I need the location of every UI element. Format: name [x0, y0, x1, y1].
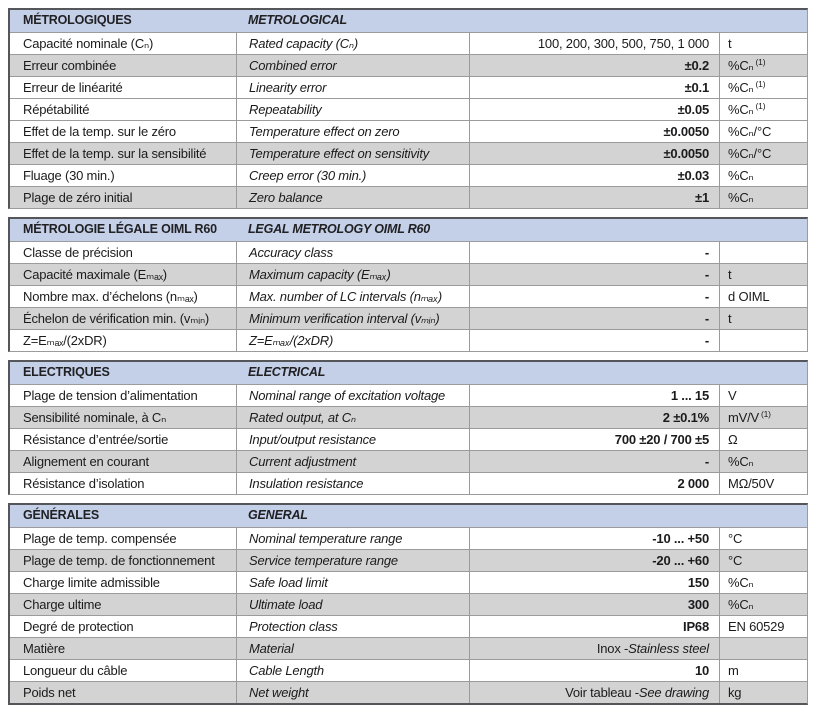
label-fr: Erreur combinée [23, 57, 117, 73]
value-text: Voir tableau - [565, 684, 639, 700]
unit-cell [719, 308, 807, 329]
unit-text: t [728, 266, 732, 282]
label-fr: Fluage (30 min.) [23, 167, 115, 183]
value-cell [469, 33, 719, 54]
unit-text: °C [728, 530, 743, 546]
value-cell [469, 165, 719, 186]
label-fr: Matière [23, 640, 65, 656]
label-en: Input/output resistance [236, 429, 469, 450]
unit-cell [719, 143, 807, 164]
label-fr: Effet de la temp. sur le zéro [23, 123, 176, 139]
label-en: Maximum capacity (Eₘₐₓ) [236, 264, 469, 285]
label-fr: Z=Eₘₐₓ/(2xDR) [23, 332, 107, 348]
unit-text: %Cₙ [728, 453, 754, 469]
value-text: 300 [687, 596, 709, 612]
value-cell [469, 638, 719, 659]
value-text: - [704, 332, 709, 348]
unit-cell [719, 550, 807, 571]
label-en: Accuracy class [236, 242, 469, 263]
unit-text: %Cₙ [728, 79, 754, 95]
section-title-en: METROLOGICAL [248, 13, 347, 28]
value-cell [469, 682, 719, 703]
section-header-row [10, 10, 807, 32]
value-text: 1 ... 15 [670, 387, 709, 403]
value-text-italic: See drawing [638, 684, 709, 700]
label-fr: Répétabilité [23, 101, 90, 117]
label-fr: Plage de zéro initial [23, 189, 133, 205]
label-en: Creep error (30 min.) [236, 165, 469, 186]
label-en: Nominal range of excitation voltage [236, 385, 469, 406]
section-title-en: ELECTRICAL [248, 365, 326, 380]
unit-cell [719, 638, 807, 659]
value-cell [469, 572, 719, 593]
label-fr: Résistance d’entrée/sortie [23, 431, 169, 447]
table-row [10, 549, 807, 571]
value-cell [469, 407, 719, 428]
value-text: ±0.1 [684, 79, 709, 95]
spec-section [8, 217, 808, 352]
value-text: ±0.0050 [663, 123, 709, 139]
value-text: -10 ... +50 [652, 530, 709, 546]
label-fr: Longueur du câble [23, 662, 128, 678]
label-en: Protection class [236, 616, 469, 637]
value-text: -20 ... +60 [652, 552, 709, 568]
value-cell [469, 451, 719, 472]
value-text: 10 [694, 662, 709, 678]
value-text: - [704, 266, 709, 282]
label-en: Minimum verification interval (vₘᵢₙ) [236, 308, 469, 329]
unit-cell: %Cₙ (1) [719, 99, 807, 120]
label-fr: Sensibilité nominale, à Cₙ [23, 409, 167, 425]
unit-cell [719, 528, 807, 549]
unit-text: %Cₙ [728, 596, 754, 612]
table-row [10, 406, 807, 428]
value-text: ±0.2 [684, 57, 709, 73]
table-row [10, 527, 807, 549]
value-cell [469, 264, 719, 285]
table-row [10, 593, 807, 615]
value-text: 150 [687, 574, 709, 590]
label-en: Zero balance [236, 187, 469, 208]
table-row [10, 615, 807, 637]
table-row [10, 285, 807, 307]
unit-text: %Cₙ [728, 57, 754, 73]
unit-text: m [728, 662, 739, 678]
label-en: Temperature effect on zero [236, 121, 469, 142]
value-cell [469, 660, 719, 681]
value-cell [469, 473, 719, 494]
unit-cell [719, 451, 807, 472]
unit-text: %Cₙ [728, 574, 754, 590]
unit-cell [719, 572, 807, 593]
label-en: Temperature effect on sensitivity [236, 143, 469, 164]
value-cell [469, 55, 719, 76]
value-text: ±0.0050 [663, 145, 709, 161]
value-cell [469, 99, 719, 120]
unit-text: MΩ/50V [728, 475, 775, 491]
unit-text: °C [728, 552, 743, 568]
label-en: Combined error [236, 55, 469, 76]
label-fr: Effet de la temp. sur la sensibilité [23, 145, 207, 161]
unit-text: d OIML [728, 288, 770, 304]
label-fr: Plage de temp. de fonctionnement [23, 552, 215, 568]
section-header-row [10, 219, 807, 241]
table-row [10, 164, 807, 186]
unit-text: kg [728, 684, 742, 700]
table-row [10, 76, 807, 98]
label-en: Current adjustment [236, 451, 469, 472]
value-text: - [704, 244, 709, 260]
section-title-en: GENERAL [248, 508, 308, 523]
unit-cell [719, 330, 807, 351]
unit-text: %Cₙ [728, 101, 754, 117]
value-cell [469, 616, 719, 637]
unit-cell [719, 165, 807, 186]
value-text: 100, 200, 300, 500, 750, 1 000 [537, 35, 709, 51]
table-row [10, 637, 807, 659]
table-row [10, 98, 807, 120]
value-cell [469, 77, 719, 98]
table-row [10, 186, 807, 208]
label-fr: Poids net [23, 684, 76, 700]
table-row [10, 32, 807, 54]
label-en: Material [236, 638, 469, 659]
table-row [10, 659, 807, 681]
unit-cell [719, 33, 807, 54]
value-cell [469, 429, 719, 450]
unit-text: %Cₙ/°C [728, 145, 772, 161]
value-cell [469, 242, 719, 263]
unit-cell [719, 429, 807, 450]
value-cell [469, 594, 719, 615]
label-fr: Charge ultime [23, 596, 102, 612]
section-title-fr: MÉTROLOGIQUES [23, 13, 132, 28]
table-row [10, 263, 807, 285]
value-cell [469, 330, 719, 351]
label-fr: Plage de tension d’alimentation [23, 387, 198, 403]
spec-section [8, 503, 808, 705]
label-en: Linearity error [236, 77, 469, 98]
label-fr: Degré de protection [23, 618, 134, 634]
value-cell [469, 528, 719, 549]
value-cell [469, 121, 719, 142]
value-text: ±1 [695, 189, 709, 205]
unit-cell: %Cₙ (1) [719, 77, 807, 98]
unit-cell [719, 286, 807, 307]
value-cell [469, 308, 719, 329]
value-text: 2 000 [677, 475, 709, 491]
unit-cell [719, 264, 807, 285]
table-row [10, 54, 807, 76]
label-fr: Alignement en courant [23, 453, 149, 469]
table-row [10, 142, 807, 164]
table-row [10, 450, 807, 472]
value-text: IP68 [683, 618, 709, 634]
value-text: Inox - [596, 640, 629, 656]
table-row [10, 472, 807, 494]
unit-cell: %Cₙ (1) [719, 55, 807, 76]
unit-text: %Cₙ/°C [728, 123, 772, 139]
label-en: Nominal temperature range [236, 528, 469, 549]
unit-cell: mV/V (1) [719, 407, 807, 428]
unit-text: %Cₙ [728, 167, 754, 183]
label-en: Net weight [236, 682, 469, 703]
section-header-row [10, 362, 807, 384]
value-text: ±0.03 [677, 167, 709, 183]
label-fr: Capacité maximale (Eₘₐₓ) [23, 266, 167, 282]
value-text: ±0.05 [677, 101, 709, 117]
unit-text: mV/V [728, 409, 759, 425]
unit-text: Ω [728, 431, 738, 447]
spec-section [8, 8, 808, 209]
label-en: Rated capacity (Cₙ) [236, 33, 469, 54]
label-en: Insulation resistance [236, 473, 469, 494]
value-text: - [704, 310, 709, 326]
value-cell [469, 550, 719, 571]
label-en: Repeatability [236, 99, 469, 120]
unit-cell [719, 616, 807, 637]
label-en: Cable Length [236, 660, 469, 681]
table-row [10, 307, 807, 329]
unit-text: V [728, 387, 737, 403]
table-row [10, 571, 807, 593]
label-en: Rated output, at Cₙ [236, 407, 469, 428]
label-fr: Plage de temp. compensée [23, 530, 177, 546]
unit-cell [719, 187, 807, 208]
spec-section [8, 360, 808, 495]
value-text: 700 ±20 / 700 ±5 [614, 431, 709, 447]
table-row [10, 428, 807, 450]
label-fr: Classe de précision [23, 244, 133, 260]
label-en: Max. number of LC intervals (nₘₐₓ) [236, 286, 469, 307]
section-title-fr: ELECTRIQUES [23, 365, 110, 380]
table-row [10, 329, 807, 351]
value-cell [469, 286, 719, 307]
section-title-fr: MÉTROLOGIE LÉGALE OIML R60 [23, 222, 217, 237]
unit-cell [719, 385, 807, 406]
section-title-fr: GÉNÉRALES [23, 508, 99, 523]
label-fr: Nombre max. d’échelons (nₘₐₓ) [23, 288, 198, 304]
table-row [10, 241, 807, 263]
unit-text: %Cₙ [728, 189, 754, 205]
section-title-en: LEGAL METROLOGY OIML R60 [248, 222, 431, 237]
value-cell [469, 187, 719, 208]
table-row [10, 681, 807, 703]
section-header-row [10, 505, 807, 527]
label-en: Z=Eₘₐₓ/(2xDR) [236, 330, 469, 351]
label-fr: Charge limite admissible [23, 574, 160, 590]
table-row [10, 120, 807, 142]
value-text: - [704, 288, 709, 304]
label-en: Ultimate load [236, 594, 469, 615]
label-en: Service temperature range [236, 550, 469, 571]
unit-text: EN 60529 [728, 618, 785, 634]
unit-cell [719, 660, 807, 681]
unit-cell [719, 473, 807, 494]
value-text: 2 ±0.1% [662, 409, 709, 425]
label-fr: Capacité nominale (Cₙ) [23, 35, 154, 51]
label-fr: Résistance d’isolation [23, 475, 145, 491]
value-text: - [704, 453, 709, 469]
unit-cell [719, 121, 807, 142]
unit-text: t [728, 35, 732, 51]
value-cell [469, 385, 719, 406]
label-fr: Erreur de linéarité [23, 79, 123, 95]
unit-cell [719, 682, 807, 703]
value-text-italic: Stainless steel [628, 640, 709, 656]
value-cell [469, 143, 719, 164]
label-en: Safe load limit [236, 572, 469, 593]
unit-cell [719, 594, 807, 615]
unit-cell [719, 242, 807, 263]
table-row [10, 384, 807, 406]
unit-text: t [728, 310, 732, 326]
label-fr: Échelon de vérification min. (vₘᵢₙ) [23, 310, 210, 326]
